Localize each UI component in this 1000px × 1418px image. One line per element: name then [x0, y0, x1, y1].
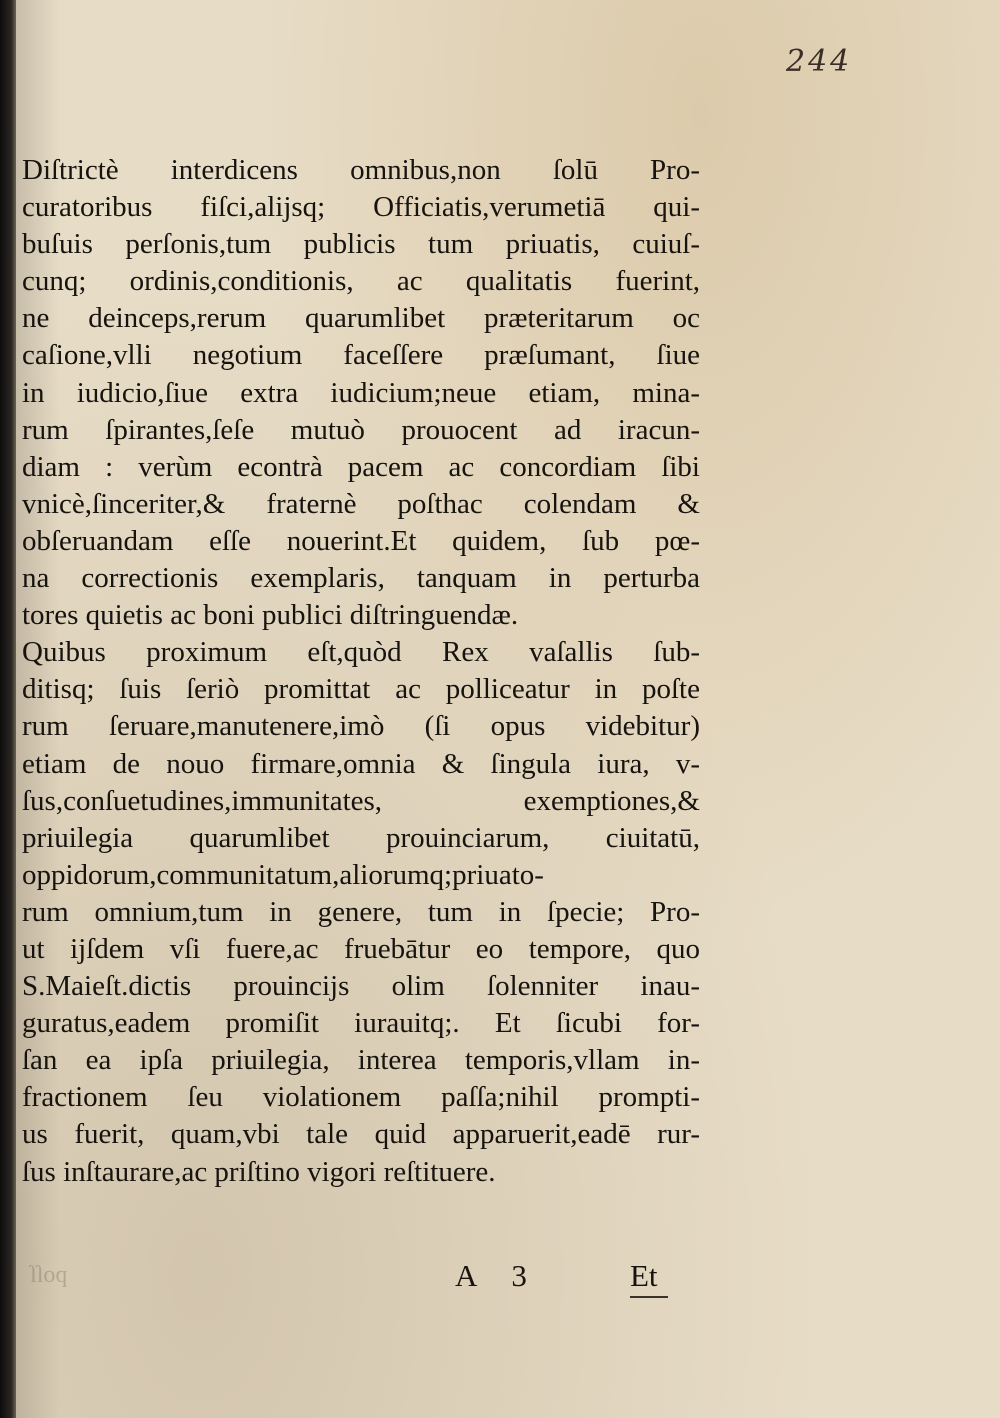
text-line: buſuis perſonis,tum publicis tum priuatis, cuiuſ- [22, 228, 700, 261]
text-line: vnicè,ſinceriter,& fraternè poſthac colendam & [22, 487, 700, 520]
text-line: etiam de nouo firmare,omnia & ſingula iura, v- [22, 747, 700, 780]
text-line: us fuerit, quam,vbi tale quid apparuerit,eadē rur- [22, 1118, 700, 1151]
text-line: ditisq; ſuis ſeriò promittat ac polliceatur in poſte [22, 673, 700, 706]
text-line: S.Maieſt.dictis prouincijs olim ſolenniter inau- [22, 970, 700, 1003]
text-line: rum ſeruare,manutenere,imò (ſi opus videbitur) [22, 710, 700, 743]
text-line: oppidorum,communitatum,aliorumq;priuato- [22, 858, 544, 891]
text-line: ne deinceps,rerum quarumlibet præteritarum oc [22, 302, 700, 335]
text-line: curatoribus fiſci,alijsq; Officiatis,verumetiā qui- [22, 191, 700, 224]
folio-number: 244 [786, 44, 853, 79]
text-line: diam : verùm econtrà pacem ac concordiam ſibi [22, 450, 700, 483]
text-line: guratus,eadem promiſit iurauitq;. Et ſicubi for- [22, 1007, 700, 1040]
bleed-through-text: poſſ [30, 1262, 68, 1288]
page-footer [0, 1258, 1000, 1302]
text-line: ſan ea ipſa priuilegia, interea temporis,vllam in- [22, 1044, 700, 1077]
text-line: priuilegia quarumlibet prouinciarum, ciuitatū, [22, 821, 700, 854]
text-line: cunq; ordinis,conditionis, ac qualitatis fuerint, [22, 265, 700, 298]
text-line: ſus inſtaurare,ac priſtino vigori reſtituere. [22, 1155, 496, 1188]
text-line: ut ijſdem vſi fuere,ac fruebātur eo tempore, quo [22, 932, 700, 965]
body-text [22, 152, 700, 1191]
text-line: rum omnium,tum in genere, tum in ſpecie; Pro- [22, 895, 700, 928]
text-line: Quibus proximum eſt,quòd Rex vaſallis ſub- [22, 636, 700, 669]
book-gutter [0, 0, 16, 1418]
text-line: obſeruandam eſſe nouerint.Et quidem, ſub pœ- [22, 524, 700, 557]
text-line: rum ſpirantes,ſeſe mutuò prouocent ad iracun- [22, 413, 700, 446]
text-line: ſus,conſuetudines,immunitates, exemptiones,& [22, 784, 700, 817]
text-line: Diſtrictè interdicens omnibus,non ſolū Pro- [22, 154, 700, 186]
text-line: fractionem ſeu violationem paſſa;nihil prompti- [22, 1081, 700, 1114]
text-line: in iudicio,ſiue extra iudicium;neue etiam, mina- [22, 376, 700, 409]
catchword-underline [630, 1296, 668, 1298]
catchword: Et [630, 1258, 658, 1293]
text-line: caſione,vlli negotium faceſſere præſumant, ſiue [22, 339, 700, 372]
text-line: na correctionis exemplaris, tanquam in perturba [22, 562, 700, 595]
text-line: tores quietis ac boni publici diſtringuendæ. [22, 599, 519, 632]
signature-mark: A 3 [455, 1258, 541, 1293]
